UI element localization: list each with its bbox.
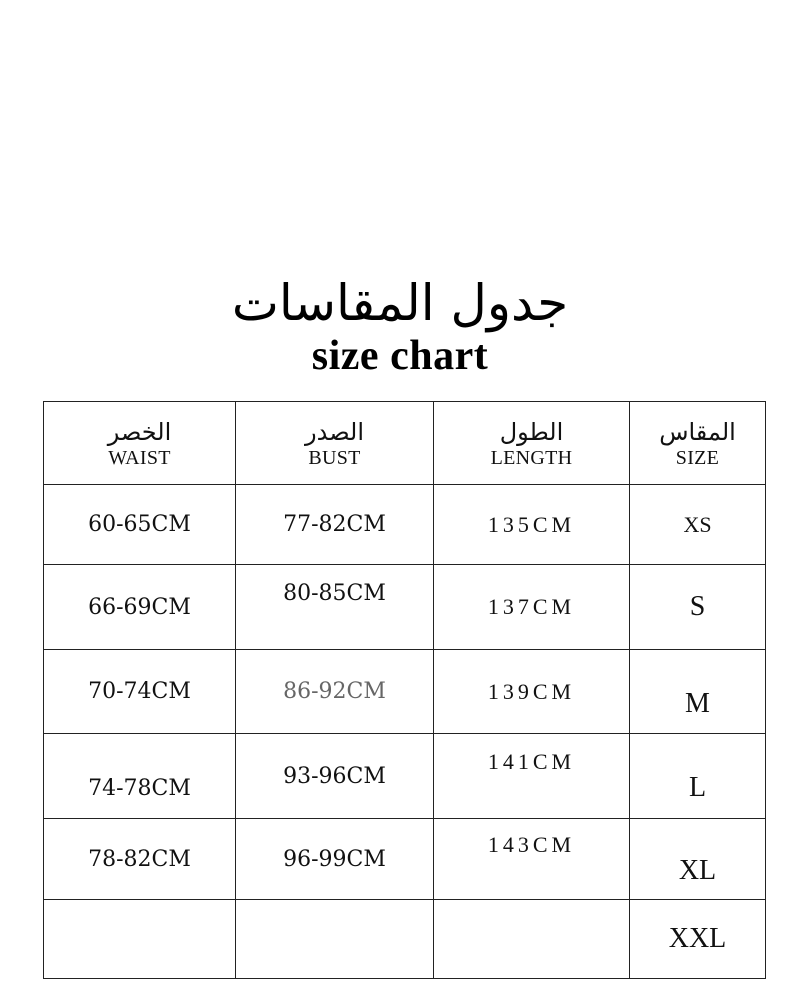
header-waist-arabic: الخصر <box>107 418 172 446</box>
length-cell: 141CM <box>487 749 576 774</box>
waist-cell: 74-78CM <box>88 775 191 801</box>
size-cell: M <box>685 687 710 719</box>
header-size <box>630 402 766 485</box>
header-waist-label: WAIST <box>108 447 171 469</box>
table-row <box>44 819 766 900</box>
header-bust-arabic: الصدر <box>305 418 364 446</box>
length-cell: 137CM <box>487 594 576 619</box>
waist-cell: 66-69CM <box>88 594 191 620</box>
table-row <box>44 650 766 734</box>
table-row <box>44 565 766 650</box>
header-size-arabic: المقاس <box>659 418 736 446</box>
table-row <box>44 485 766 565</box>
table-row <box>44 734 766 819</box>
page-title: size chart <box>311 333 489 379</box>
bust-cell: 80-85CM <box>283 580 386 606</box>
waist-cell: 60-65CM <box>88 512 191 537</box>
size-cell: L <box>688 772 707 803</box>
table-header-row <box>44 402 766 485</box>
bust-cell: 93-96CM <box>283 763 386 789</box>
size-cell: XL <box>678 855 717 886</box>
size-chart-table <box>43 401 766 979</box>
header-size-label: SIZE <box>675 447 720 469</box>
length-cell: 135CM <box>487 511 576 537</box>
size-cell: XXL <box>668 923 727 954</box>
bust-cell: 86-92CM <box>283 679 386 704</box>
waist-cell: 70-74CM <box>88 679 191 704</box>
size-cell: XS <box>683 511 712 537</box>
header-bust <box>236 402 434 485</box>
bust-cell: 77-82CM <box>283 512 386 537</box>
header-length-arabic: الطول <box>499 418 564 446</box>
bust-cell: 96-99CM <box>283 846 386 872</box>
header-length <box>434 402 630 485</box>
length-cell: 143CM <box>487 832 576 857</box>
table-row <box>44 900 766 979</box>
page-title-arabic: جدول المقاسات <box>231 274 569 332</box>
header-bust-label: BUST <box>308 447 361 469</box>
size-cell: S <box>689 591 706 622</box>
header-length-label: LENGTH <box>490 447 573 469</box>
waist-cell: 78-82CM <box>88 846 191 872</box>
header-waist <box>44 402 236 485</box>
length-cell: 139CM <box>487 678 576 704</box>
